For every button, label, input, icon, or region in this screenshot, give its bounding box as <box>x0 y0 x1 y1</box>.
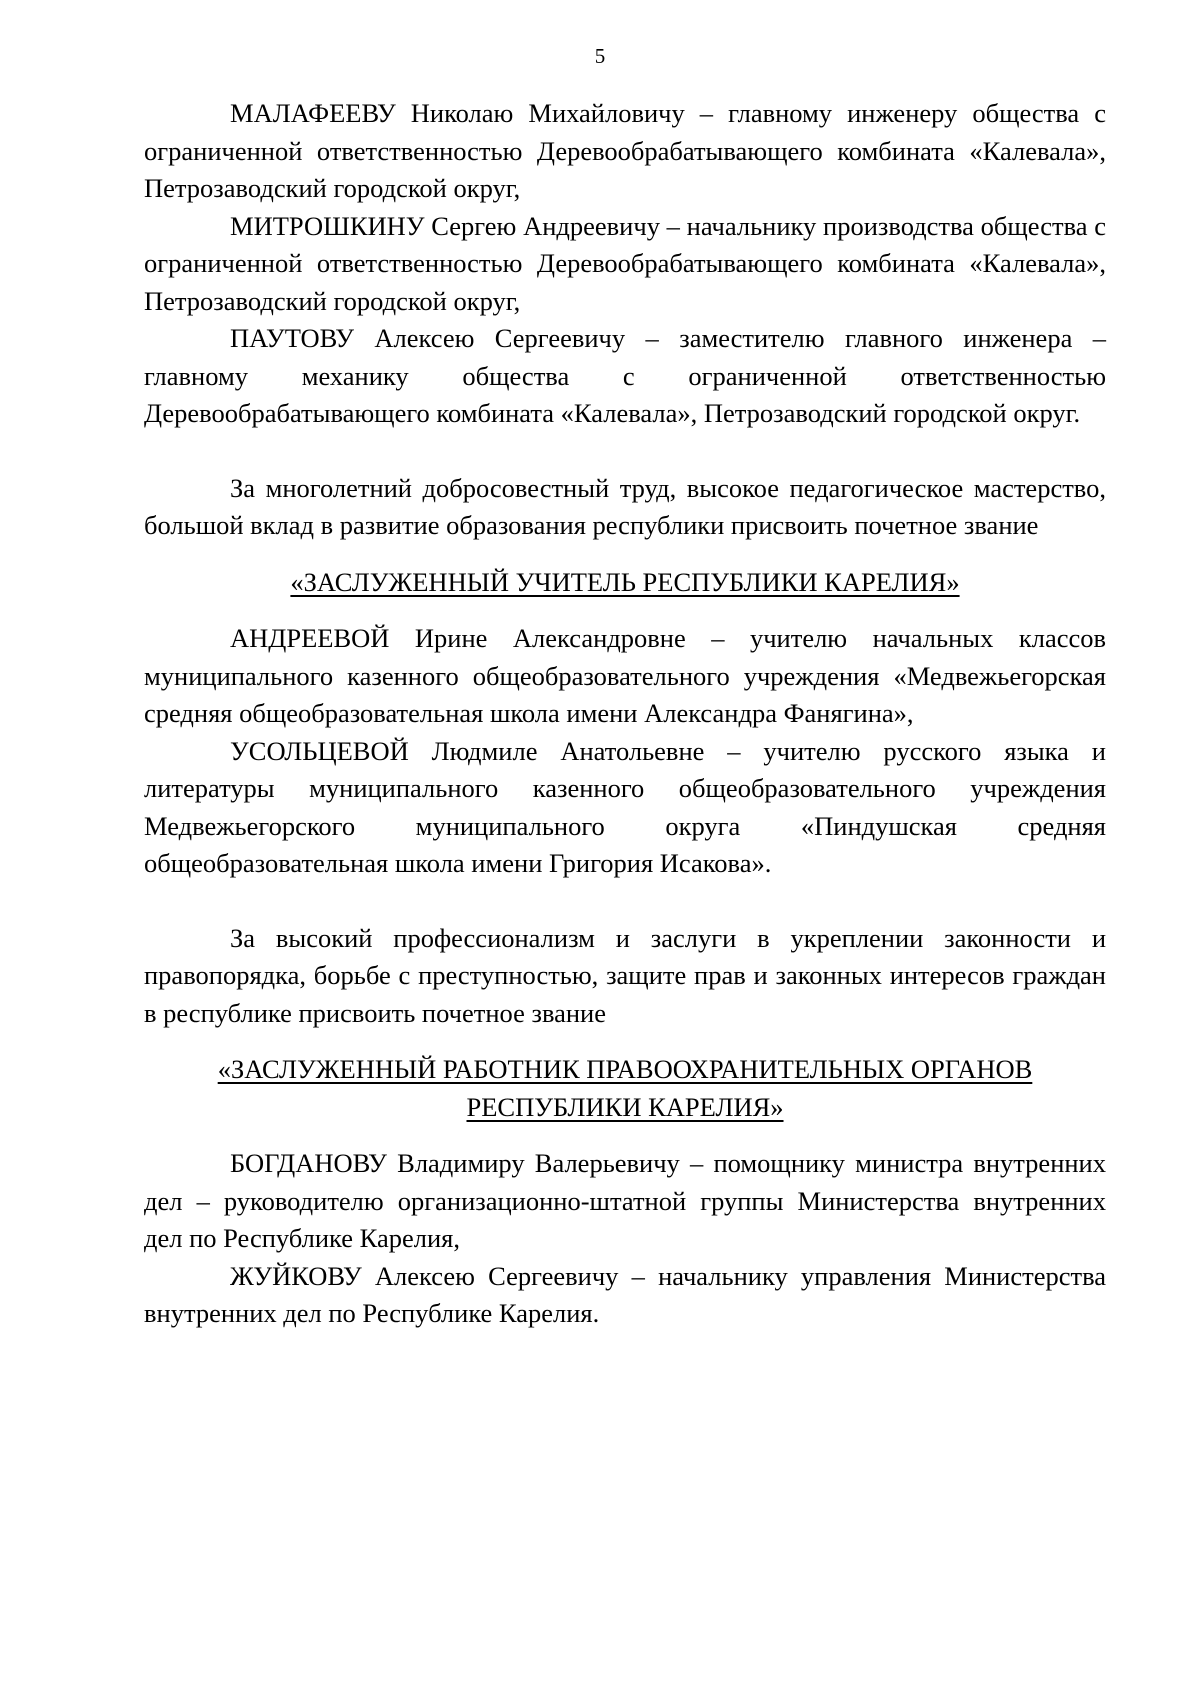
title-spacer <box>144 1126 1106 1145</box>
page-number: 5 <box>594 44 606 68</box>
award-entry-mitroshkin: МИТРОШКИНУ Сергею Андреевичу – начальнику производства общества с ограниченной ответственностью Деревообрабатывающего комбината «Калевала», Петрозаводский городской округ, <box>144 210 1106 316</box>
title-spacer <box>144 545 1106 564</box>
teacher-preamble: За многолетний добросовестный труд, высокое педагогическое мастерство, большой вклад в развитие образования республики присвоить почетное звание <box>144 472 1106 540</box>
document-body <box>144 95 1106 1333</box>
title-spacer <box>144 1032 1106 1051</box>
section-spacer <box>144 433 1106 470</box>
title-spacer <box>144 601 1106 620</box>
law-title-heading-line1: «ЗАСЛУЖЕННЫЙ РАБОТНИК ПРАВООХРАНИТЕЛЬНЫХ ОРГАНОВ <box>217 1054 1033 1084</box>
law-preamble: За высокий профессионализм и заслуги в укреплении законности и правопорядка, борьбе с преступностью, защите прав и законных интересов граждан в республике присвоить почетное звание <box>144 922 1106 1028</box>
award-entry-andreeva: АНДРЕЕВОЙ Ирине Александровне – учителю начальных классов муниципального казенного общеобразовательного учреждения «Медвежьегорская средняя общеобразовательная школа имени Александра Фанягина», <box>144 623 1106 728</box>
award-entry-pautov: ПАУТОВУ Алексею Сергеевичу – заместителю главного инженера – главному механику общества с ограниченной ответственностью Деревообрабатывающего комбината «Калевала», Петрозаводский городской округ. <box>144 323 1106 428</box>
law-title-heading-line2: РЕСПУБЛИКИ КАРЕЛИЯ» <box>466 1091 784 1122</box>
section-spacer <box>144 883 1106 920</box>
award-entry-usoltseva: УСОЛЬЦЕВОЙ Людмиле Анатольевне – учителю русского языка и литературы муниципального казенного общеобразовательного учреждения Медвежьегорского муниципального округа «Пиндушская средняя общеобразовательная школа имени Григория Исакова». <box>144 735 1106 878</box>
award-entry-malafeev: МАЛАФЕЕВУ Николаю Михайловичу – главному инженеру общества с ограниченной ответственностью Деревообрабатывающего комбината «Калевала», Петрозаводский городской округ, <box>144 98 1106 203</box>
award-entry-zhuikov: ЖУЙКОВУ Алексею Сергеевичу – начальнику управления Министерства внутренних дел по Республике Карелия. <box>144 1260 1106 1328</box>
teacher-title-heading: «ЗАСЛУЖЕННЫЙ УЧИТЕЛЬ РЕСПУБЛИКИ КАРЕЛИЯ» <box>290 566 960 597</box>
award-entry-bogdanov: БОГДАНОВУ Владимиру Валерьевичу – помощнику министра внутренних дел – руководителю организационно-штатной группы Министерства внутренних дел по Республике Карелия, <box>144 1148 1106 1253</box>
